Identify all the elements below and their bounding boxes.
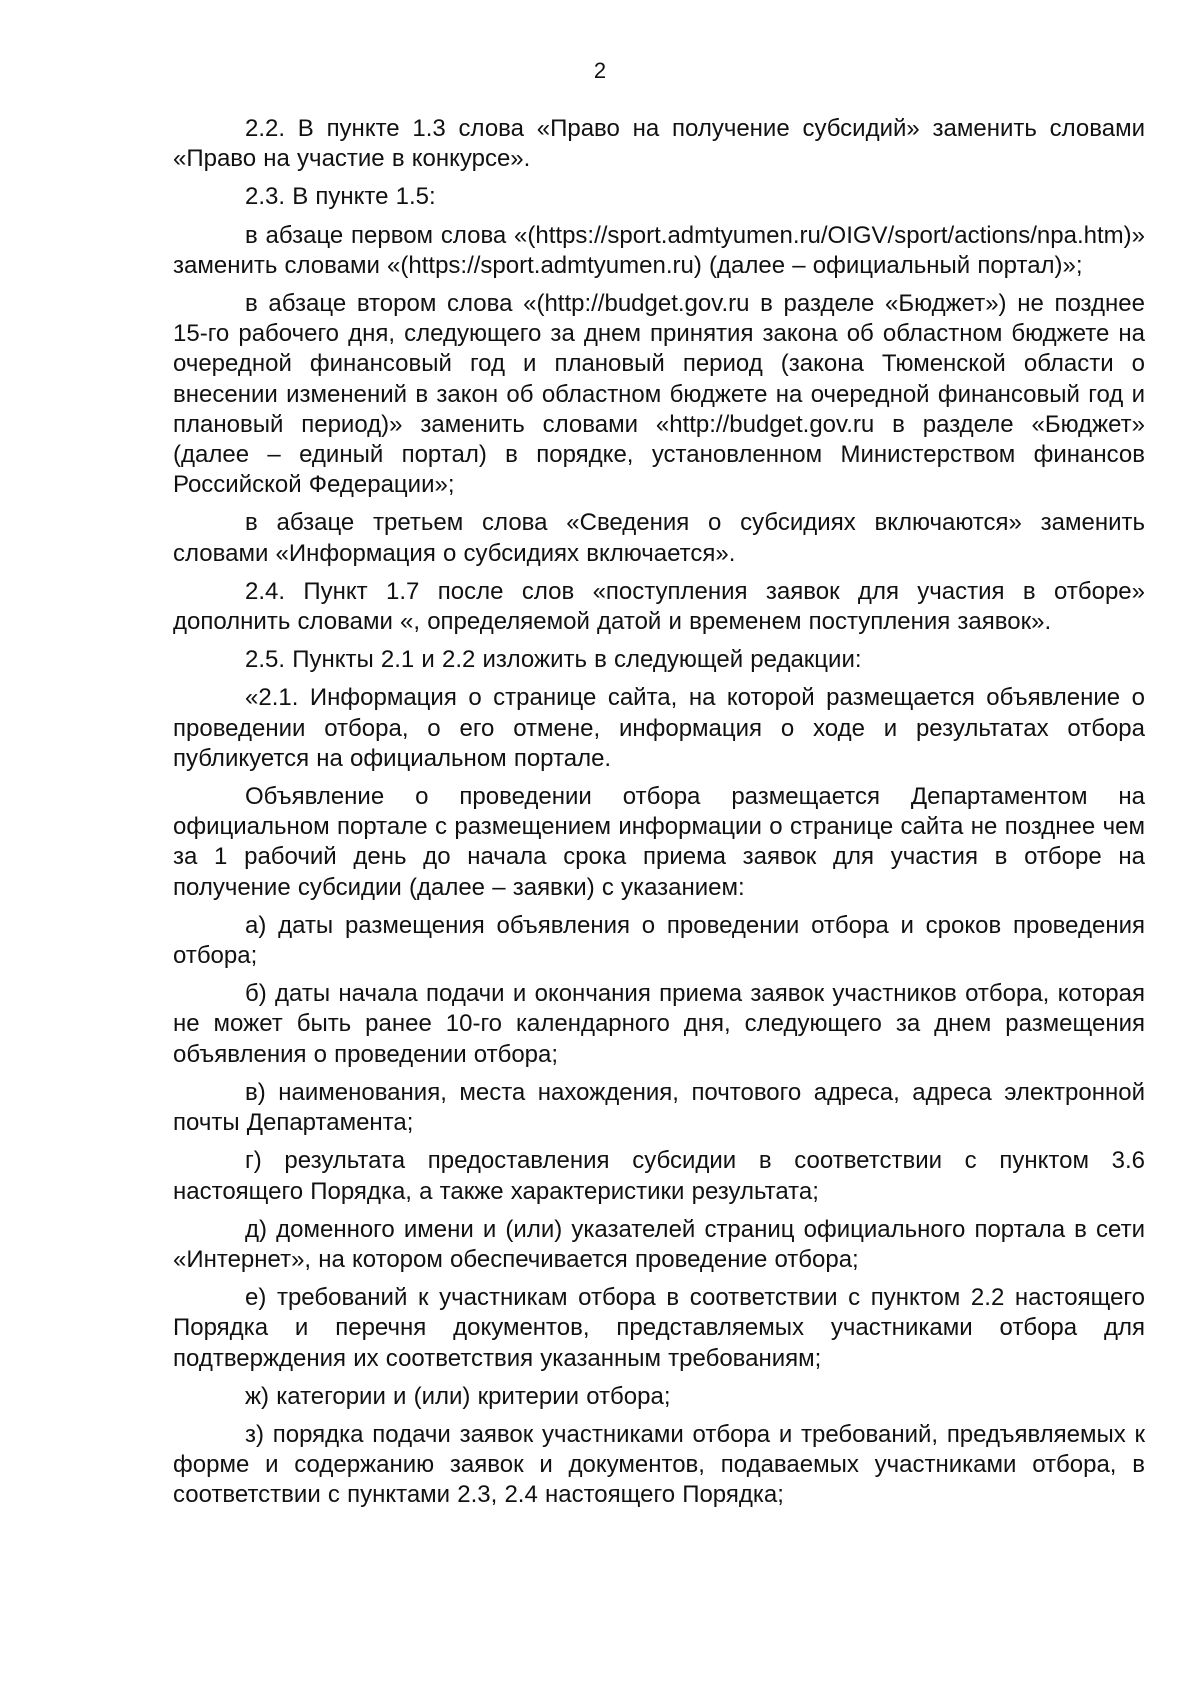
list-item-z: з) порядка подачи заявок участниками отбора и требований, предъявляемых к форме и содержанию заявок и документов, подаваемых участниками отбора, в соответствии с пунктами 2.3, 2.4 настоящего Порядка; [173, 1420, 1145, 1509]
paragraph-abzac-3: в абзаце третьем слова «Сведения о субсидиях включаются» заменить словами «Информация о субсидиях включается». [173, 509, 1145, 567]
paragraph-announcement: Объявление о проведении отбора размещается Департаментом на официальном портале с размещением информации о странице сайта не позднее чем за 1 рабочий день до начала срока приема заявок для участия в отборе на получение субсидии (далее – заявки) с указанием: [173, 783, 1145, 901]
list-item-d: д) доменного имени и (или) указателей страниц официального портала в сети «Интернет», на котором обеспечивается проведение отбора; [173, 1215, 1145, 1273]
page-number: 2 [593, 58, 607, 83]
document-body [173, 114, 1145, 1519]
paragraph-new-2-1: «2.1. Информация о странице сайта, на которой размещается объявление о проведении отбора, о его отмене, информация о ходе и результатах отбора публикуется на официальном портале. [173, 684, 1145, 772]
paragraph-2-3: 2.3. В пункте 1.5: [245, 183, 436, 211]
list-item-e: е) требований к участникам отбора в соответствии с пунктом 2.2 настоящего Порядка и перечня документов, представляемых участниками отбора для подтверждения их соответствия указанным требованиям; [173, 1284, 1145, 1372]
list-item-zh: ж) категории и (или) критерии отбора; [245, 1382, 671, 1410]
list-item-b: б) даты начала подачи и окончания приема заявок участников отбора, которая не может быть ранее 10-го календарного дня, следующего за днем размещения объявления о проведении отбора; [173, 980, 1145, 1068]
list-item-g: г) результата предоставления субсидии в соответствии с пунктом 3.6 настоящего Порядка, а также характеристики результата; [173, 1147, 1145, 1205]
paragraph-2-4: 2.4. Пункт 1.7 после слов «поступления заявок для участия в отборе» дополнить словами «, определяемой датой и временем поступления заявок». [173, 577, 1145, 636]
list-item-v: в) наименования, места нахождения, почтового адреса, адреса электронной почты Департамента; [173, 1078, 1145, 1137]
paragraph-abzac-1: в абзаце первом слова «(https://sport.admtyumen.ru/OIGV/sport/actions/npa.htm)» заменить словами «(https://sport.admtyumen.ru) (далее – официальный портал)»; [173, 221, 1145, 279]
list-item-a: а) даты размещения объявления о проведении отбора и сроков проведения отбора; [173, 911, 1145, 970]
paragraph-2-2: 2.2. В пункте 1.3 слова «Право на получение субсидий» заменить словами «Право на участие в конкурсе». [173, 115, 1145, 173]
paragraph-2-5: 2.5. Пункты 2.1 и 2.2 изложить в следующей редакции: [245, 646, 862, 674]
paragraph-abzac-2: в абзаце втором слова «(http://budget.gov.ru в разделе «Бюджет») не позднее 15-го рабочего дня, следующего за днем принятия закона об областном бюджете на очередной финансовый год и плановый период (закона Тюменской области о внесении изменений в закон об областном бюджете на очередной финансовый год и плановый период)» заменить словами «http://budget.gov.ru в разделе «Бюджет» (далее – единый портал) в порядке, установленном Министерством финансов Российской Федерации»; [173, 290, 1145, 499]
